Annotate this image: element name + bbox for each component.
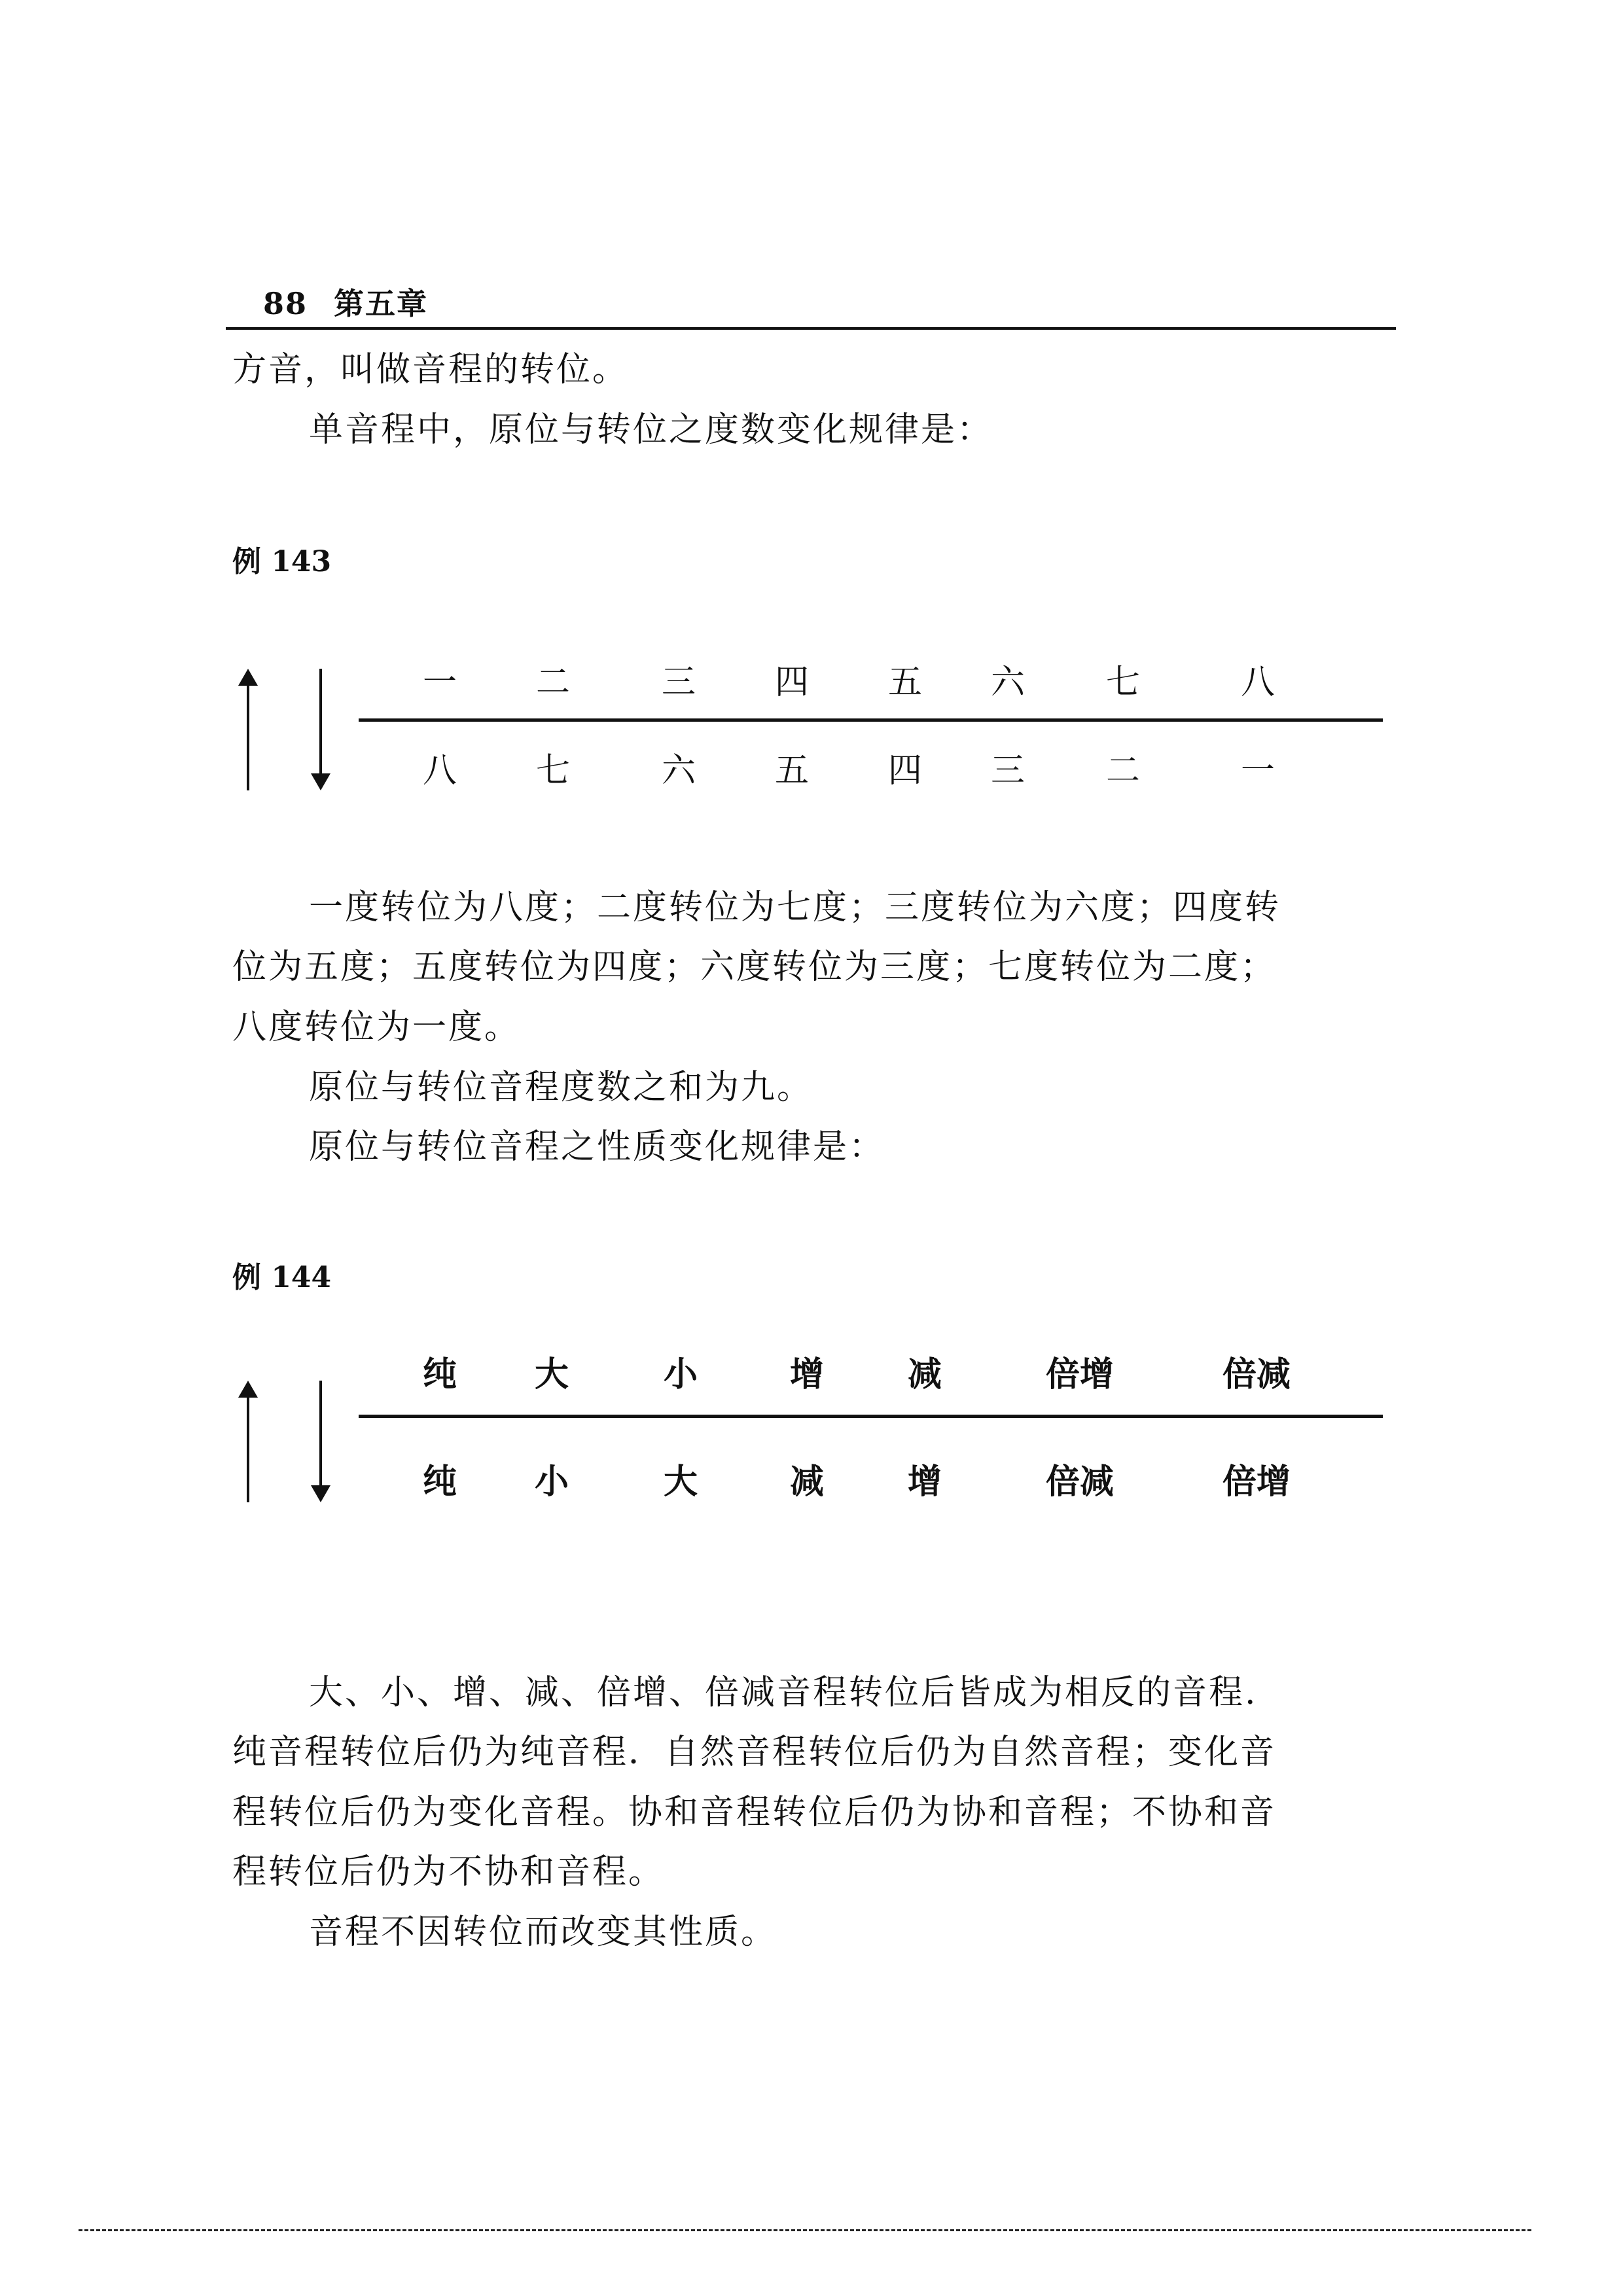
chapter-title: 第五章 [334, 286, 429, 321]
quality-cell: 大 [663, 1462, 698, 1502]
degree-cell: 二 [1105, 751, 1141, 790]
table-divider [359, 718, 1383, 722]
degree-cell: 四 [887, 751, 923, 790]
paragraph-line: 大、小、增、减、倍增、倍减音程转位后皆成为相反的音程. [309, 1673, 1258, 1712]
paragraph-line: 单音程中，原位与转位之度数变化规律是： [309, 410, 993, 450]
degree-cell: 四 [774, 663, 810, 702]
degree-cell: 五 [887, 663, 923, 702]
quality-cell: 倍增 [1045, 1354, 1115, 1394]
example-label: 例 143 [232, 545, 332, 578]
degree-cell: 一 [1240, 751, 1275, 790]
page-bottom-rule [79, 2229, 1531, 2231]
quality-cell: 减 [907, 1354, 942, 1394]
paragraph-line: 位为五度；五度转位为四度；六度转位为三度；七度转位为二度； [232, 947, 1277, 987]
quality-cell: 大 [534, 1354, 569, 1394]
paragraph-line: 原位与转位音程之性质变化规律是： [309, 1127, 885, 1167]
paragraph-line: 音程不因转位而改变其性质。 [309, 1913, 777, 1952]
degree-cell: 七 [535, 751, 571, 790]
quality-cell: 增 [789, 1354, 825, 1394]
quality-cell: 纯 [422, 1354, 457, 1394]
degree-cell: 七 [1105, 663, 1141, 702]
degree-cell: 三 [990, 751, 1026, 790]
degree-cell: 六 [661, 751, 696, 790]
degree-cell: 二 [535, 663, 571, 702]
running-header [263, 280, 428, 323]
table-divider [359, 1415, 1383, 1418]
quality-cell: 小 [663, 1354, 698, 1394]
paragraph-line: 八度转位为一度。 [232, 1008, 521, 1047]
degree-cell: 八 [1240, 663, 1275, 702]
page-number: 88 [263, 286, 308, 321]
quality-cell: 小 [534, 1462, 569, 1502]
degree-cell: 六 [990, 663, 1026, 702]
paragraph-line: 原位与转位音程度数之和为九。 [309, 1068, 813, 1107]
quality-cell: 减 [789, 1462, 825, 1502]
degree-cell: 八 [422, 751, 457, 790]
paragraph-line: 程转位后仍为不协和音程。 [232, 1852, 665, 1892]
degree-cell: 三 [661, 663, 696, 702]
paragraph-line: 一度转位为八度；二度转位为七度；三度转位为六度；四度转 [309, 888, 1281, 927]
paragraph-line: 程转位后仍为变化音程。协和音程转位后仍为协和音程；不协和音 [232, 1793, 1277, 1832]
interval-quality-row-top [0, 1347, 1623, 1392]
quality-cell: 倍减 [1222, 1354, 1291, 1394]
quality-cell: 纯 [422, 1462, 457, 1502]
quality-cell: 倍减 [1045, 1462, 1115, 1502]
interval-quality-row-bottom [0, 1454, 1623, 1500]
header-rule [226, 327, 1396, 330]
degree-cell: 五 [774, 751, 810, 790]
paragraph-line: 方音，叫做音程的转位。 [232, 350, 629, 389]
interval-degree-row-bottom [0, 743, 1623, 788]
example-label: 例 144 [232, 1261, 332, 1294]
quality-cell: 增 [907, 1462, 942, 1502]
degree-cell: 一 [422, 663, 457, 702]
quality-cell: 倍增 [1222, 1462, 1291, 1502]
interval-degree-row-top [0, 654, 1623, 700]
paragraph-line: 纯音程转位后仍为纯音程．自然音程转位后仍为自然音程；变化音 [232, 1733, 1277, 1772]
